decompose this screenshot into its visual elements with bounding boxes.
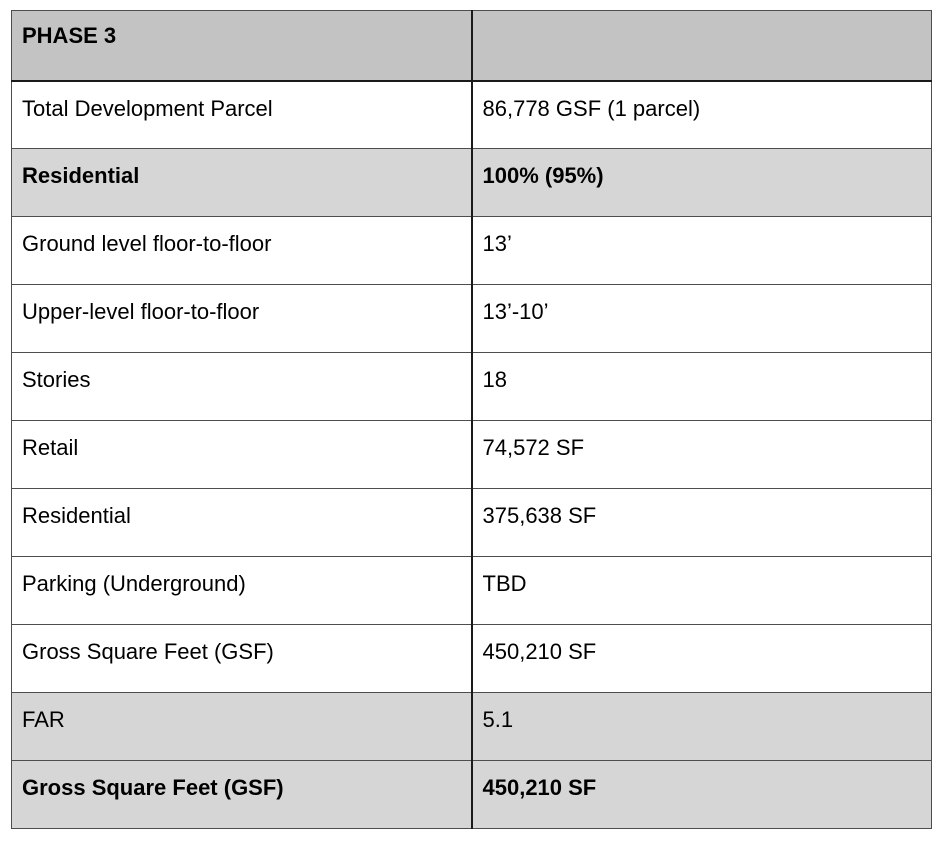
row-value: 450,210 SF	[472, 625, 932, 693]
table-row	[12, 353, 932, 421]
row-value: 5.1	[472, 693, 932, 761]
table-row-total	[12, 761, 932, 829]
row-value: 74,572 SF	[472, 421, 932, 489]
row-value: 86,778 GSF (1 parcel)	[472, 81, 932, 149]
row-label: Stories	[12, 353, 472, 421]
table-row	[12, 81, 932, 149]
table-row	[12, 489, 932, 557]
table-row	[12, 285, 932, 353]
header-label-cell: PHASE 3	[12, 11, 472, 81]
table-header-row	[12, 11, 932, 81]
table-row	[12, 557, 932, 625]
table-row	[12, 693, 932, 761]
row-value: 375,638 SF	[472, 489, 932, 557]
row-value: 100% (95%)	[472, 149, 932, 217]
row-label: FAR	[12, 693, 472, 761]
header-value-cell	[472, 11, 932, 81]
row-value: 18	[472, 353, 932, 421]
table-row	[12, 421, 932, 489]
table-row	[12, 625, 932, 693]
phase-3-spec-table	[11, 10, 932, 829]
row-value: 450,210 SF	[472, 761, 932, 829]
row-label: Gross Square Feet (GSF)	[12, 761, 472, 829]
row-label: Parking (Underground)	[12, 557, 472, 625]
row-value: 13’	[472, 217, 932, 285]
row-label: Retail	[12, 421, 472, 489]
row-value: 13’-10’	[472, 285, 932, 353]
row-value: TBD	[472, 557, 932, 625]
row-label: Gross Square Feet (GSF)	[12, 625, 472, 693]
row-label: Total Development Parcel	[12, 81, 472, 149]
table-row	[12, 217, 932, 285]
row-label: Residential	[12, 149, 472, 217]
row-label: Upper-level floor-to-floor	[12, 285, 472, 353]
table-row	[12, 149, 932, 217]
row-label: Residential	[12, 489, 472, 557]
row-label: Ground level floor-to-floor	[12, 217, 472, 285]
